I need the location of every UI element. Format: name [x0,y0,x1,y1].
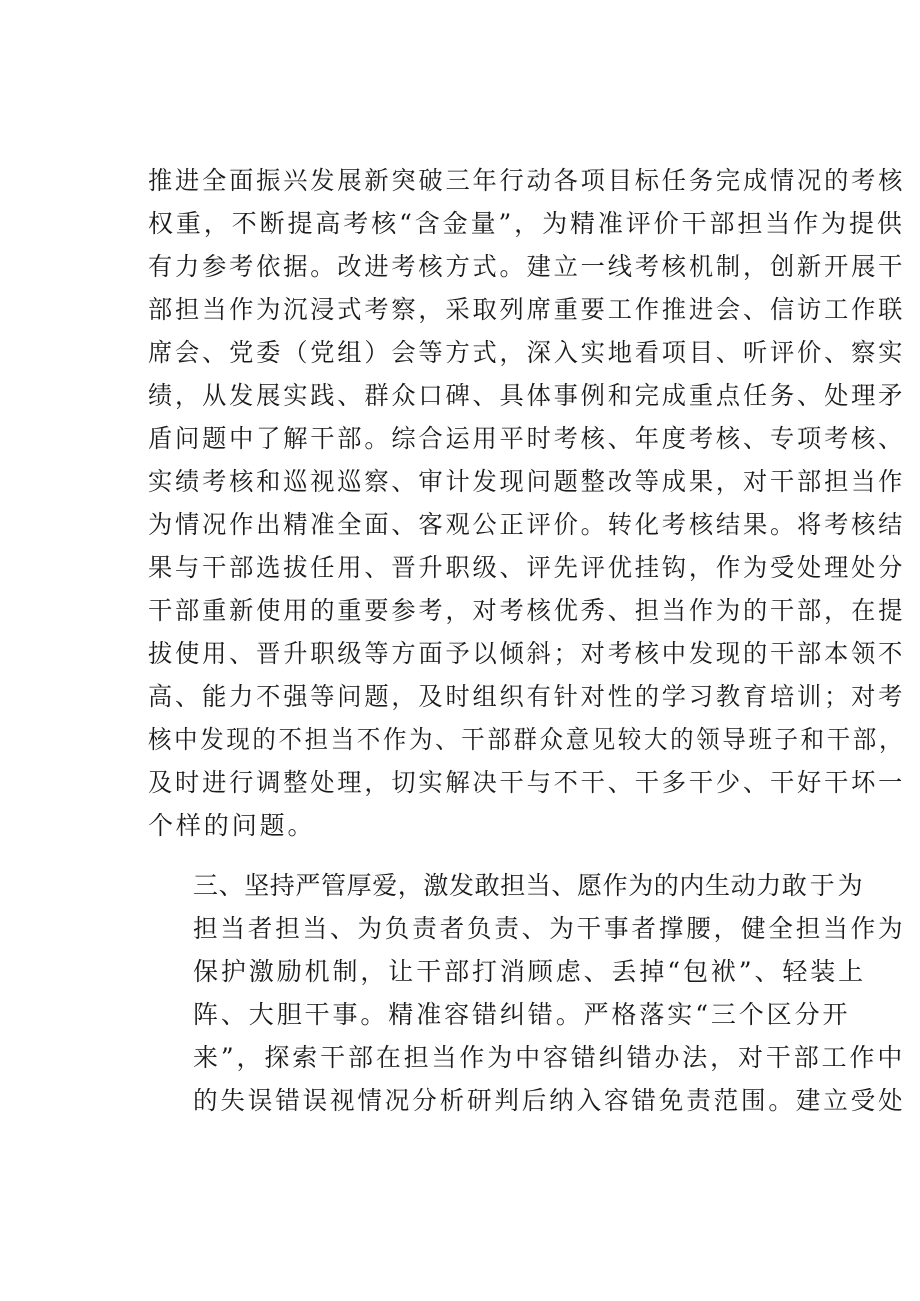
section-heading-line [193,871,866,901]
text-line: 为情况作出精准全面、客观公正评价。转化考核结果。将考核结 [148,510,906,539]
text-line: 席会、党委（党组）会等方式，深入实地看项目、听评价、察实 [148,338,906,367]
text-line: 担当者担当、为负责者负责、为干事者撑腰，健全担当作为 [193,914,906,943]
text-line: 干部重新使用的重要参考，对考核优秀、担当作为的干部，在提 [148,596,906,625]
text-line: 的失误错误视情况分析研判后纳入容错免责范围。建立受处 [193,1086,906,1115]
text-line: 保护激励机制，让干部打消顾虑、丢掉“包袱”、轻装上 [193,957,867,986]
text-line: 核中发现的不担当不作为、干部群众意见较大的领导班子和干部， [148,725,906,754]
text-line: 有力参考依据。改进考核方式。建立一线考核机制，创新开展干 [148,252,906,281]
text-line: 及时进行调整处理，切实解决干与不干、干多干少、干好干坏一 [148,768,906,797]
text-line: 果与干部选拔任用、晋升职级、评先评优挂钩，作为受处理处分 [148,553,906,582]
text-line: 来”，探索干部在担当作为中容错纠错办法，对干部工作中 [193,1043,906,1072]
section-heading: 三、坚持严管厚爱，激发敢担当、愿作为的内生动力 [193,871,782,900]
text-line: 盾问题中了解干部。综合运用平时考核、年度考核、专项考核、 [148,424,906,453]
text-line: 个样的问题。 [148,811,316,840]
text-line: 推进全面振兴发展新突破三年行动各项目标任务完成情况的考核 [148,166,906,195]
text-line: 实绩考核和巡视巡察、审计发现问题整改等成果，对干部担当作 [148,467,906,496]
heading-tail-text: 敢于为 [781,871,866,900]
text-line: 阵、大胆干事。精准容错纠错。严格落实“三个区分开 [193,1000,851,1029]
text-line: 部担当作为沉浸式考察，采取列席重要工作推进会、信访工作联 [148,295,906,324]
text-line: 权重，不断提高考核“含金量”，为精准评价干部担当作为提供 [148,209,905,238]
text-line: 绩，从发展实践、群众口碑、具体事例和完成重点任务、处理矛 [148,381,906,410]
text-line: 高、能力不强等问题，及时组织有针对性的学习教育培训；对考 [148,682,906,711]
text-line: 拔使用、晋升职级等方面予以倾斜；对考核中发现的干部本领不 [148,639,906,668]
